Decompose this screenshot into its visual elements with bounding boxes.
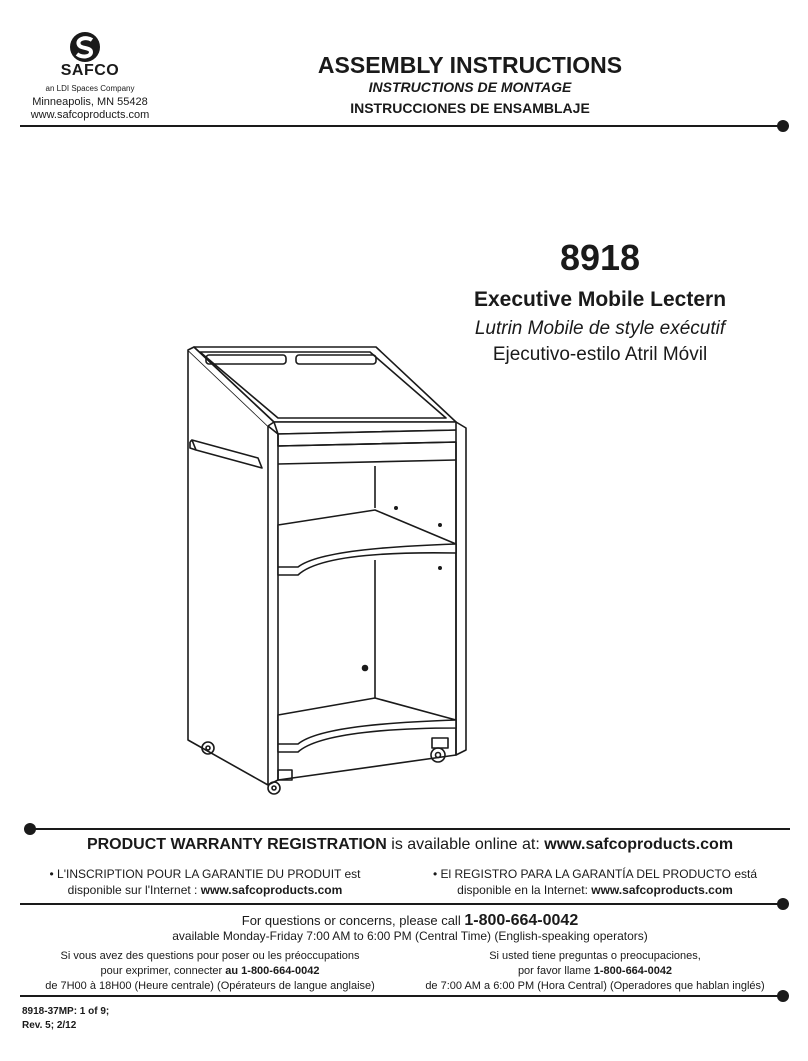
product-name-english: Executive Mobile Lectern (473, 288, 727, 311)
model-number: 8918 (559, 237, 641, 278)
contact-spanish (410, 949, 780, 994)
header-divider (20, 125, 782, 127)
contact-spanish-line3: de 7:00 AM a 6:00 PM (Hora Central) (Operadores que hablan inglés) (425, 980, 765, 992)
contact-lead: For questions or concerns, please call (241, 913, 461, 928)
contact-phone[interactable]: 1-800-664-0042 (464, 912, 579, 929)
contact-french-line3: de 7H00 à 18H00 (Heure centrale) (Opérateurs de langue anglaise) (45, 980, 375, 992)
contact-hours: available Monday-Friday 7:00 AM to 6:00 PM (Central Time) (English-speaking operators) (172, 929, 648, 943)
contact-divider-dot (777, 990, 789, 1002)
product-name-french: Lutrin Mobile de style exécutif (474, 318, 726, 339)
warranty-french (30, 866, 380, 898)
contact-spanish-line1: Si usted tiene preguntas o preocupaciones, (489, 950, 701, 962)
warranty-french-line1: • L'INSCRIPTION POUR LA GARANTIE DU PRODUIT est (49, 867, 361, 881)
document-page: 8918-37MP: 1 of 9; (22, 1006, 110, 1017)
warranty-spanish-line1: • El REGISTRO PARA LA GARANTÍA DEL PRODUCTO está (432, 867, 758, 881)
contact-french-line1: Si vous avez des questions pour poser ou les préoccupations (60, 950, 360, 962)
title-english: ASSEMBLY INSTRUCTIONS (317, 52, 623, 78)
warranty-french-line2: disponible sur l'Internet : (67, 883, 198, 897)
product-name-spanish: Ejecutivo-estilo Atril Móvil (492, 344, 708, 365)
lectern-illustration (170, 330, 480, 805)
warranty-text: is available online at: (391, 836, 540, 853)
contact-line (40, 912, 780, 930)
brand-tagline: an LDI Spaces Company (45, 84, 135, 93)
warranty-url[interactable]: www.safcoproducts.com (544, 836, 734, 853)
document-id (22, 1005, 109, 1033)
warranty-spanish-line2: disponible en la Internet: (457, 883, 588, 897)
header-divider-dot (777, 120, 789, 132)
warranty-registration (40, 836, 780, 854)
warranty-french-url[interactable]: www.safcoproducts.com (200, 883, 343, 897)
company-website: www.safcoproducts.com (30, 109, 150, 121)
title-spanish: INSTRUCCIONES DE ENSAMBLAJE (350, 100, 590, 116)
contact-french (25, 949, 395, 994)
brand-name: SAFCO (60, 62, 120, 79)
warranty-heading: PRODUCT WARRANTY REGISTRATION (86, 836, 387, 853)
warranty-divider-top-dot (24, 823, 36, 835)
contact-divider (20, 995, 782, 997)
safco-logo-icon (62, 30, 108, 66)
title-french: INSTRUCTIONS DE MONTAGE (368, 79, 572, 95)
warranty-divider-top (30, 828, 790, 830)
contact-spanish-phone[interactable]: 1-800-664-0042 (593, 965, 673, 977)
warranty-spanish (420, 866, 770, 898)
contact-french-phone[interactable]: au 1-800-664-0042 (225, 965, 320, 977)
warranty-divider-bottom-dot (777, 898, 789, 910)
contact-french-line2: pour exprimer, connecter (100, 965, 223, 977)
contact-spanish-line2: por favor llame (517, 965, 591, 977)
document-revision: Rev. 5; 2/12 (22, 1020, 77, 1031)
warranty-spanish-url[interactable]: www.safcoproducts.com (591, 883, 733, 897)
warranty-divider-bottom (20, 903, 782, 905)
company-address: Minneapolis, MN 55428 (32, 96, 148, 108)
